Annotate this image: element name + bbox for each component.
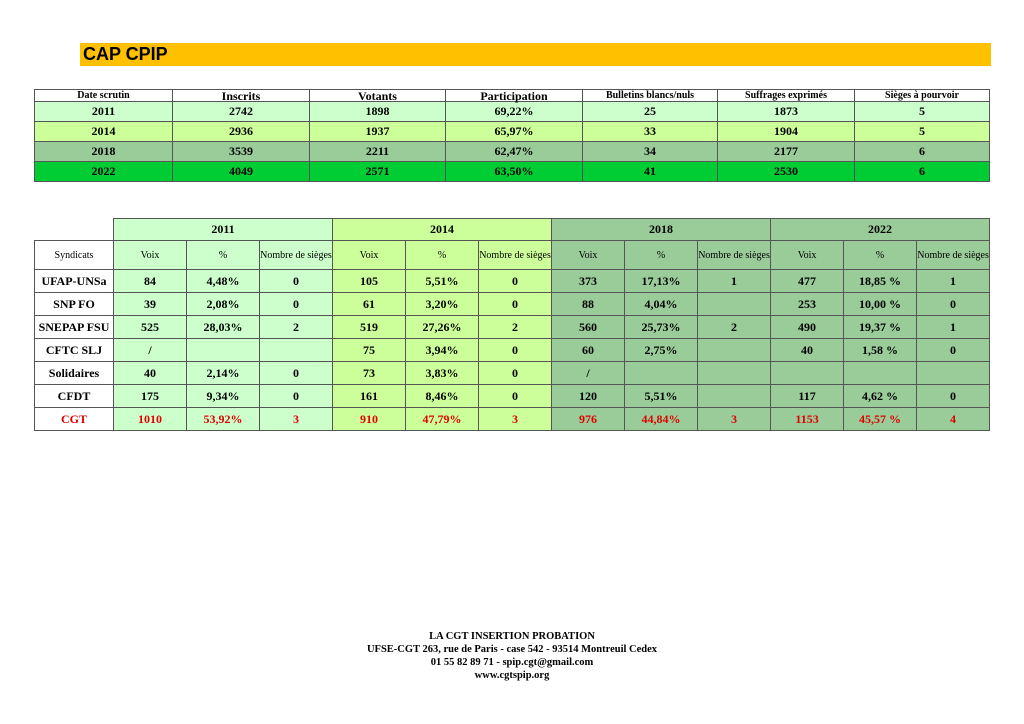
results-cell: 1,58 % [844, 339, 917, 362]
results-subheader-row [35, 241, 990, 270]
results-cell: 105 [333, 270, 406, 293]
results-cell: 0 [917, 293, 990, 316]
results-year-row [35, 219, 990, 241]
results-cell: 75 [333, 339, 406, 362]
summary-cell: 2018 [35, 142, 173, 162]
footer [0, 630, 1024, 682]
summary-cell: 1937 [310, 122, 446, 142]
results-cell: 0 [260, 362, 333, 385]
summary-header: Inscrits [173, 90, 310, 102]
subheader-voix: Voix [114, 241, 187, 270]
results-cell: 175 [114, 385, 187, 408]
results-cell [917, 362, 990, 385]
footer-website: www.cgtspip.org [474, 670, 550, 681]
summary-cell: 2177 [718, 142, 855, 162]
results-cell [698, 385, 771, 408]
results-cell: 3,83% [406, 362, 479, 385]
summary-cell: 6 [855, 142, 990, 162]
results-cell: 3 [260, 408, 333, 431]
results-cell: 88 [552, 293, 625, 316]
results-cell: 2 [479, 316, 552, 339]
subheader-sieges: Nombre de sièges [698, 241, 771, 270]
results-cell: 1153 [771, 408, 844, 431]
results-cell: 0 [917, 339, 990, 362]
summary-cell: 25 [583, 102, 718, 122]
results-cell: 45,57 % [844, 408, 917, 431]
results-corner [35, 219, 114, 241]
summary-header: Date scrutin [35, 90, 173, 102]
results-cell: 4,48% [187, 270, 260, 293]
summary-cell: 34 [583, 142, 718, 162]
results-table [34, 218, 990, 431]
page-title: CAP CPIP [83, 44, 168, 64]
results-cell: 40 [771, 339, 844, 362]
footer-contact: 01 55 82 89 71 - spip.cgt@gmail.com [430, 657, 594, 668]
results-cell: 161 [333, 385, 406, 408]
results-cell [844, 362, 917, 385]
results-cell: 0 [479, 293, 552, 316]
results-cell: 1 [917, 270, 990, 293]
results-cell: 0 [260, 385, 333, 408]
subheader-percent: % [187, 241, 260, 270]
results-row [35, 408, 990, 431]
results-cell: 0 [917, 385, 990, 408]
results-cell: 47,79% [406, 408, 479, 431]
results-cell: 3,94% [406, 339, 479, 362]
results-cell: 0 [479, 339, 552, 362]
results-cell: 4,04% [625, 293, 698, 316]
summary-header: Sièges à pourvoir [855, 90, 990, 102]
summary-cell: 2011 [35, 102, 173, 122]
syndicat-name: SNP FO [35, 293, 114, 316]
subheader-percent: % [844, 241, 917, 270]
results-cell: 53,92% [187, 408, 260, 431]
summary-cell: 65,97% [446, 122, 583, 142]
summary-cell: 2211 [310, 142, 446, 162]
results-cell: 2 [698, 316, 771, 339]
summary-cell: 1904 [718, 122, 855, 142]
summary-cell: 2530 [718, 162, 855, 182]
summary-row-2018 [35, 142, 990, 162]
results-cell: 117 [771, 385, 844, 408]
footer-address: UFSE-CGT 263, rue de Paris - case 542 - 93514 Montreuil Cedex [366, 644, 658, 655]
results-cell [698, 339, 771, 362]
subheader-sieges: Nombre de sièges [260, 241, 333, 270]
results-cell: 3 [479, 408, 552, 431]
results-cell [187, 339, 260, 362]
subheader-voix: Voix [771, 241, 844, 270]
summary-header: Bulletins blancs/nuls [583, 90, 718, 102]
results-row [35, 362, 990, 385]
results-cell: 73 [333, 362, 406, 385]
summary-cell: 2742 [173, 102, 310, 122]
results-cell: 1 [698, 270, 771, 293]
results-cell: 253 [771, 293, 844, 316]
summary-cell: 2022 [35, 162, 173, 182]
results-cell: 0 [260, 293, 333, 316]
summary-cell: 2014 [35, 122, 173, 142]
results-cell: 2 [260, 316, 333, 339]
results-cell: 373 [552, 270, 625, 293]
summary-header-row [35, 90, 990, 102]
results-row [35, 270, 990, 293]
syndicat-name: UFAP-UNSa [35, 270, 114, 293]
results-cell [625, 362, 698, 385]
summary-row-2014 [35, 122, 990, 142]
results-cell: 28,03% [187, 316, 260, 339]
results-cell: 519 [333, 316, 406, 339]
summary-cell: 2936 [173, 122, 310, 142]
results-cell: 8,46% [406, 385, 479, 408]
results-cell: 10,00 % [844, 293, 917, 316]
summary-cell: 4049 [173, 162, 310, 182]
results-cell: 40 [114, 362, 187, 385]
results-cell: 17,13% [625, 270, 698, 293]
results-row [35, 339, 990, 362]
summary-row-2011 [35, 102, 990, 122]
results-cell: 4,62 % [844, 385, 917, 408]
summary-cell: 2571 [310, 162, 446, 182]
results-cell: 2,14% [187, 362, 260, 385]
subheader-percent: % [406, 241, 479, 270]
subheader-percent: % [625, 241, 698, 270]
summary-cell: 6 [855, 162, 990, 182]
results-cell: 3 [698, 408, 771, 431]
results-row [35, 293, 990, 316]
results-cell: 25,73% [625, 316, 698, 339]
results-cell [260, 339, 333, 362]
summary-cell: 62,47% [446, 142, 583, 162]
results-cell: 0 [260, 270, 333, 293]
summary-cell: 63,50% [446, 162, 583, 182]
results-cell: 3,20% [406, 293, 479, 316]
results-cell: 477 [771, 270, 844, 293]
results-cell: / [552, 362, 625, 385]
results-cell: 976 [552, 408, 625, 431]
results-cell: 1 [917, 316, 990, 339]
results-cell: / [114, 339, 187, 362]
year-header-2014: 2014 [333, 219, 552, 241]
syndicat-name: CFDT [35, 385, 114, 408]
results-cell: 18,85 % [844, 270, 917, 293]
subheader-syndicats: Syndicats [35, 241, 114, 270]
summary-cell: 5 [855, 122, 990, 142]
results-cell: 0 [479, 385, 552, 408]
results-cell [771, 362, 844, 385]
results-cell: 5,51% [406, 270, 479, 293]
results-cell: 39 [114, 293, 187, 316]
results-cell: 1010 [114, 408, 187, 431]
summary-row-2022 [35, 162, 990, 182]
results-row [35, 385, 990, 408]
summary-cell: 1898 [310, 102, 446, 122]
summary-cell: 3539 [173, 142, 310, 162]
syndicat-name: SNEPAP FSU [35, 316, 114, 339]
results-cell: 5,51% [625, 385, 698, 408]
subheader-sieges: Nombre de sièges [917, 241, 990, 270]
results-cell: 4 [917, 408, 990, 431]
syndicat-name: Solidaires [35, 362, 114, 385]
year-header-2018: 2018 [552, 219, 771, 241]
summary-cell: 33 [583, 122, 718, 142]
summary-cell: 69,22% [446, 102, 583, 122]
results-cell: 490 [771, 316, 844, 339]
results-cell: 0 [479, 270, 552, 293]
results-cell: 9,34% [187, 385, 260, 408]
year-header-2011: 2011 [114, 219, 333, 241]
syndicat-name: CFTC SLJ [35, 339, 114, 362]
results-cell [698, 362, 771, 385]
results-cell: 560 [552, 316, 625, 339]
summary-cell: 41 [583, 162, 718, 182]
subheader-voix: Voix [552, 241, 625, 270]
results-cell: 84 [114, 270, 187, 293]
summary-header: Votants [310, 90, 446, 102]
results-cell: 2,75% [625, 339, 698, 362]
results-cell: 525 [114, 316, 187, 339]
results-cell: 2,08% [187, 293, 260, 316]
summary-table [34, 89, 990, 182]
results-cell: 120 [552, 385, 625, 408]
results-cell: 60 [552, 339, 625, 362]
results-cell [698, 293, 771, 316]
year-header-2022: 2022 [771, 219, 990, 241]
footer-org: LA CGT INSERTION PROBATION [429, 631, 595, 642]
results-cell: 61 [333, 293, 406, 316]
summary-header: Suffrages exprimés [718, 90, 855, 102]
title-bar [80, 43, 991, 66]
results-cell: 910 [333, 408, 406, 431]
results-cell: 27,26% [406, 316, 479, 339]
summary-header: Participation [446, 90, 583, 102]
results-row [35, 316, 990, 339]
results-cell: 19,37 % [844, 316, 917, 339]
summary-cell: 5 [855, 102, 990, 122]
syndicat-name: CGT [35, 408, 114, 431]
results-cell: 44,84% [625, 408, 698, 431]
summary-cell: 1873 [718, 102, 855, 122]
subheader-voix: Voix [333, 241, 406, 270]
results-cell: 0 [479, 362, 552, 385]
subheader-sieges: Nombre de sièges [479, 241, 552, 270]
